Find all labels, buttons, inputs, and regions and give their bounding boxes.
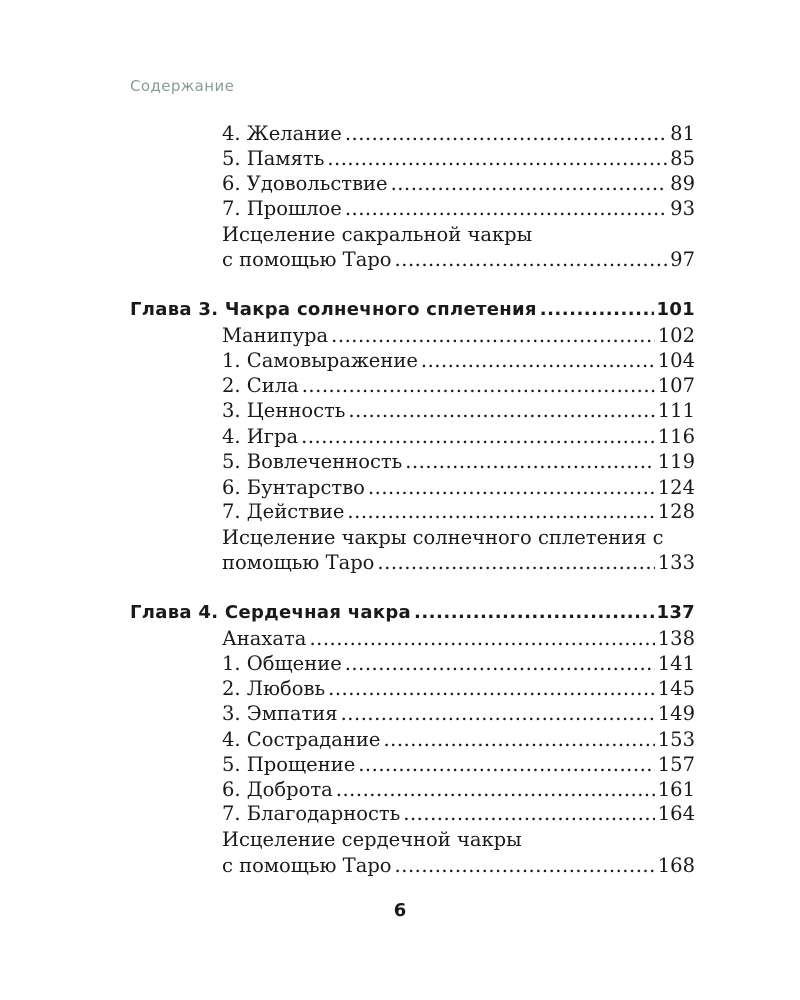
toc-entry-title: Исцеление сакральной чакры (222, 223, 533, 246)
toc-entry-title: 6. Удовольствие (222, 172, 388, 195)
toc-entry[interactable] (222, 424, 695, 450)
dot-leader (341, 701, 655, 727)
toc-entry-title: 6. Бунтарство (222, 476, 365, 499)
toc-entry[interactable] (222, 676, 695, 702)
toc-entry-page: 107 (657, 374, 695, 397)
running-head: Содержание (130, 77, 235, 95)
toc-entry[interactable] (222, 727, 695, 753)
toc-entry-page: 164 (657, 802, 695, 825)
toc-entry[interactable] (222, 752, 695, 778)
dot-leader (347, 499, 654, 525)
toc-entry-page: 138 (657, 627, 695, 650)
toc-entry-title: 2. Сила (222, 374, 299, 397)
dot-leader (301, 424, 655, 450)
dot-leader (345, 651, 655, 677)
toc-entry-page: 93 (670, 197, 695, 220)
dot-leader (405, 449, 654, 475)
toc-entry-page: 85 (670, 147, 695, 170)
toc-entry[interactable] (222, 499, 695, 525)
toc-entry-title: 1. Самовыражение (222, 349, 418, 372)
dot-leader (421, 348, 655, 374)
toc-entry-continued[interactable] (222, 827, 695, 853)
toc-entry-title: 2. Любовь (222, 677, 326, 700)
page-number: 6 (393, 900, 407, 921)
toc-entry-title: 6. Доброта (222, 778, 333, 801)
toc-entry-continued[interactable] (222, 222, 695, 248)
toc-entry[interactable] (222, 121, 695, 147)
toc-entry-title: 5. Память (222, 147, 325, 170)
toc-entry[interactable] (222, 196, 695, 222)
toc-entry-title: 1. Общение (222, 652, 342, 675)
toc-entry-page: 124 (657, 476, 695, 499)
toc-entry[interactable] (222, 475, 695, 501)
toc-entry[interactable] (222, 449, 695, 475)
toc-entry-page: 89 (670, 172, 695, 195)
dot-leader (540, 297, 654, 323)
dot-leader (377, 550, 654, 576)
dot-leader (358, 752, 655, 778)
toc-entry[interactable] (222, 801, 695, 827)
dot-leader (391, 171, 668, 197)
toc-entry[interactable] (222, 701, 695, 727)
toc-entry-title: Анахата (222, 627, 307, 650)
dot-leader (302, 373, 655, 399)
toc-chapter-page: 137 (656, 602, 695, 623)
toc-entry-page: 102 (657, 324, 695, 347)
toc-chapter[interactable] (130, 600, 695, 626)
toc-entry-title: Манипура (222, 324, 329, 347)
toc-entry[interactable] (222, 323, 695, 349)
toc-entry-page: 161 (657, 778, 695, 801)
toc-entry-title: с помощью Таро (222, 854, 392, 877)
toc-entry[interactable] (222, 550, 695, 576)
toc-entry-page: 149 (657, 702, 695, 725)
toc-entry-title: 3. Ценность (222, 399, 346, 422)
dot-leader (403, 801, 654, 827)
toc-entry-title: 4. Сострадание (222, 728, 381, 751)
toc-entry-title: Исцеление сердечной чакры (222, 828, 522, 851)
toc-entry-page: 128 (657, 500, 695, 523)
toc-entry-page: 97 (670, 248, 695, 271)
toc-entry-page: 81 (670, 122, 695, 145)
dot-leader (395, 853, 655, 879)
toc-entry[interactable] (222, 651, 695, 677)
toc-entry[interactable] (222, 398, 695, 424)
toc-entry-title: помощью Таро (222, 551, 375, 574)
toc-entry-title: с помощью Таро (222, 248, 392, 271)
toc-entry[interactable] (222, 373, 695, 399)
toc-entry[interactable] (222, 348, 695, 374)
toc-entry-title: 3. Эмпатия (222, 702, 338, 725)
toc-entry-title: Исцеление чакры солнечного сплетения с (222, 526, 664, 549)
toc-entry-continued[interactable] (222, 525, 695, 551)
toc-entry-page: 153 (657, 728, 695, 751)
dot-leader (309, 626, 654, 652)
dot-leader (345, 196, 667, 222)
toc-entry-title: 5. Вовлеченность (222, 450, 403, 473)
toc-entry-title: 7. Благодарность (222, 802, 401, 825)
dot-leader (336, 777, 655, 803)
dot-leader (414, 600, 654, 626)
toc-entry[interactable] (222, 247, 695, 273)
toc-entry-page: 111 (657, 399, 695, 422)
toc-entry-title: 7. Действие (222, 500, 345, 523)
toc-entry-page: 141 (657, 652, 695, 675)
toc-entry-title: 4. Желание (222, 122, 342, 145)
toc-entry[interactable] (222, 777, 695, 803)
toc-entry[interactable] (222, 626, 695, 652)
toc-entry-title: 5. Прощение (222, 753, 356, 776)
dot-leader (383, 727, 654, 753)
dot-leader (345, 121, 667, 147)
dot-leader (328, 676, 655, 702)
toc-entry-page: 168 (657, 854, 695, 877)
toc-entry[interactable] (222, 146, 695, 172)
toc-chapter[interactable] (130, 297, 695, 323)
toc-chapter-title: Глава 3. Чакра солнечного сплетения (130, 299, 537, 320)
dot-leader (331, 323, 655, 349)
toc-entry[interactable] (222, 171, 695, 197)
dot-leader (395, 247, 668, 273)
toc-entry-page: 116 (657, 425, 695, 448)
dot-leader (327, 146, 667, 172)
toc-entry-page: 157 (657, 753, 695, 776)
toc-entry-page: 119 (657, 450, 695, 473)
toc-entry-title: 4. Игра (222, 425, 299, 448)
dot-leader (368, 475, 655, 501)
toc-entry[interactable] (222, 853, 695, 879)
toc-chapter-page: 101 (656, 299, 695, 320)
toc-entry-page: 104 (657, 349, 695, 372)
toc-entry-page: 133 (657, 551, 695, 574)
toc-chapter-title: Глава 4. Сердечная чакра (130, 602, 411, 623)
toc-entry-title: 7. Прошлое (222, 197, 342, 220)
toc-entry-page: 145 (657, 677, 695, 700)
dot-leader (348, 398, 654, 424)
